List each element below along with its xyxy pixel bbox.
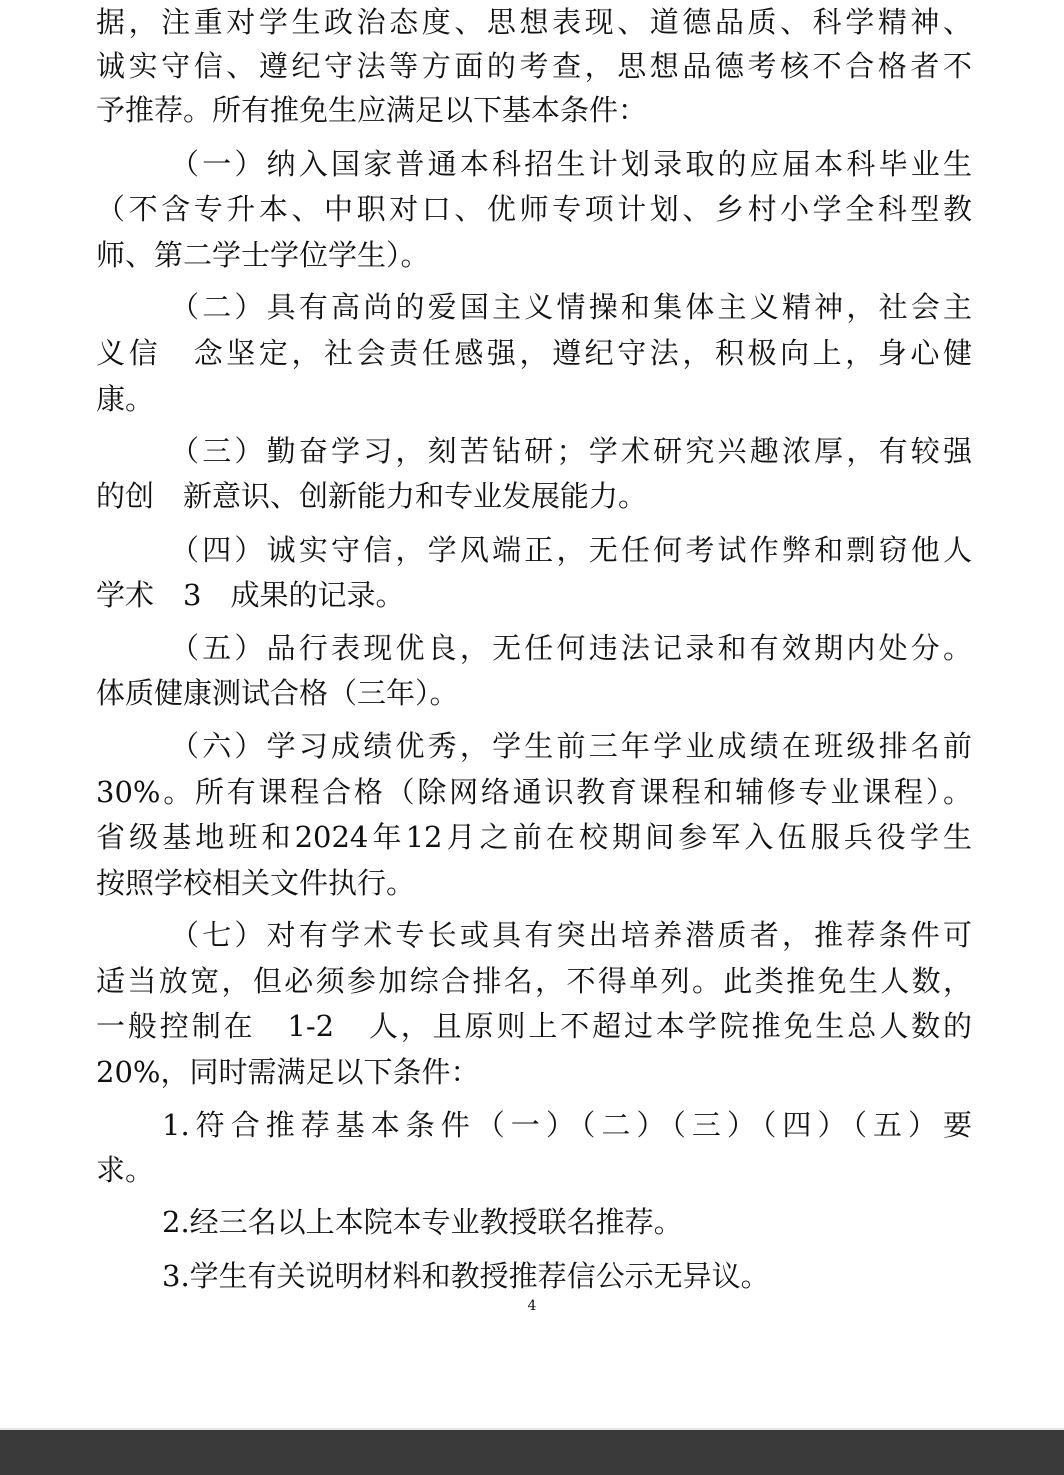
text-line: （七）对有学术专长或具有突出培养潜质者，推荐条件可 [170,918,972,952]
text-line: 的创 新意识、创新能力和专业发展能力。 [96,479,648,513]
text-line: 予推荐。所有推免生应满足以下基本条件： [96,93,648,127]
text-line: 1.符合推荐基本条件（一）（二）（三）（四）（五）要 [162,1108,972,1142]
text-line: （四）诚实守信，学风端正，无任何考试作弊和剽窃他人 [170,533,972,567]
text-line: 求。 [96,1153,155,1187]
text-line: 一般控制在 1-2 人，且原则上不超过本学院推免生总人数的 [96,1009,972,1043]
text-line: （不含专升本、中职对口、优师专项计划、乡村小学全科型教 [96,192,972,226]
text-line: （六）学习成绩优秀，学生前三年学业成绩在班级排名前 [170,729,972,763]
text-line: 30%。所有课程合格（除网络通识教育课程和辅修专业课程）。 [96,775,972,809]
text-line: （五）品行表现优良，无任何违法记录和有效期内处分。 [170,631,972,665]
text-line: 据，注重对学生政治态度、思想表现、道德品质、科学精神、 [96,5,972,39]
text-line: 义信 念坚定，社会责任感强，遵纪守法，积极向上，身心健 [96,336,972,370]
text-line: 3.学生有关说明材料和教授推荐信公示无异议。 [162,1259,770,1293]
text-line: 师、第二学士学位学生）。 [96,238,430,272]
viewer-bottom-bar [0,1430,1064,1475]
text-line: 诚实守信、遵纪守法等方面的考查，思想品德考核不合格者不 [96,49,972,83]
text-line: （二）具有高尚的爱国主义情操和集体主义精神，社会主 [170,290,972,324]
text-line: 20%，同时需满足以下条件： [96,1055,480,1089]
text-line: （一）纳入国家普通本科招生计划录取的应届本科毕业生 [170,147,972,181]
text-line: （三）勤奋学习，刻苦钻研；学术研究兴趣浓厚，有较强 [170,434,972,468]
text-line: 康。 [96,382,155,416]
text-line: 体质健康测试合格（三年）。 [96,676,459,710]
text-line: 学术 3 成果的记录。 [96,578,405,612]
text-line: 省级基地班和2024年12月之前在校期间参军入伍服兵役学生 [96,820,972,854]
text-line: 2.经三名以上本院本专业教授联名推荐。 [162,1205,683,1239]
text-line: 适当放宽，但必须参加综合排名，不得单列。此类推免生人数， [96,964,972,998]
page-number: 4 [527,1298,537,1314]
text-line: 按照学校相关文件执行。 [96,866,416,900]
